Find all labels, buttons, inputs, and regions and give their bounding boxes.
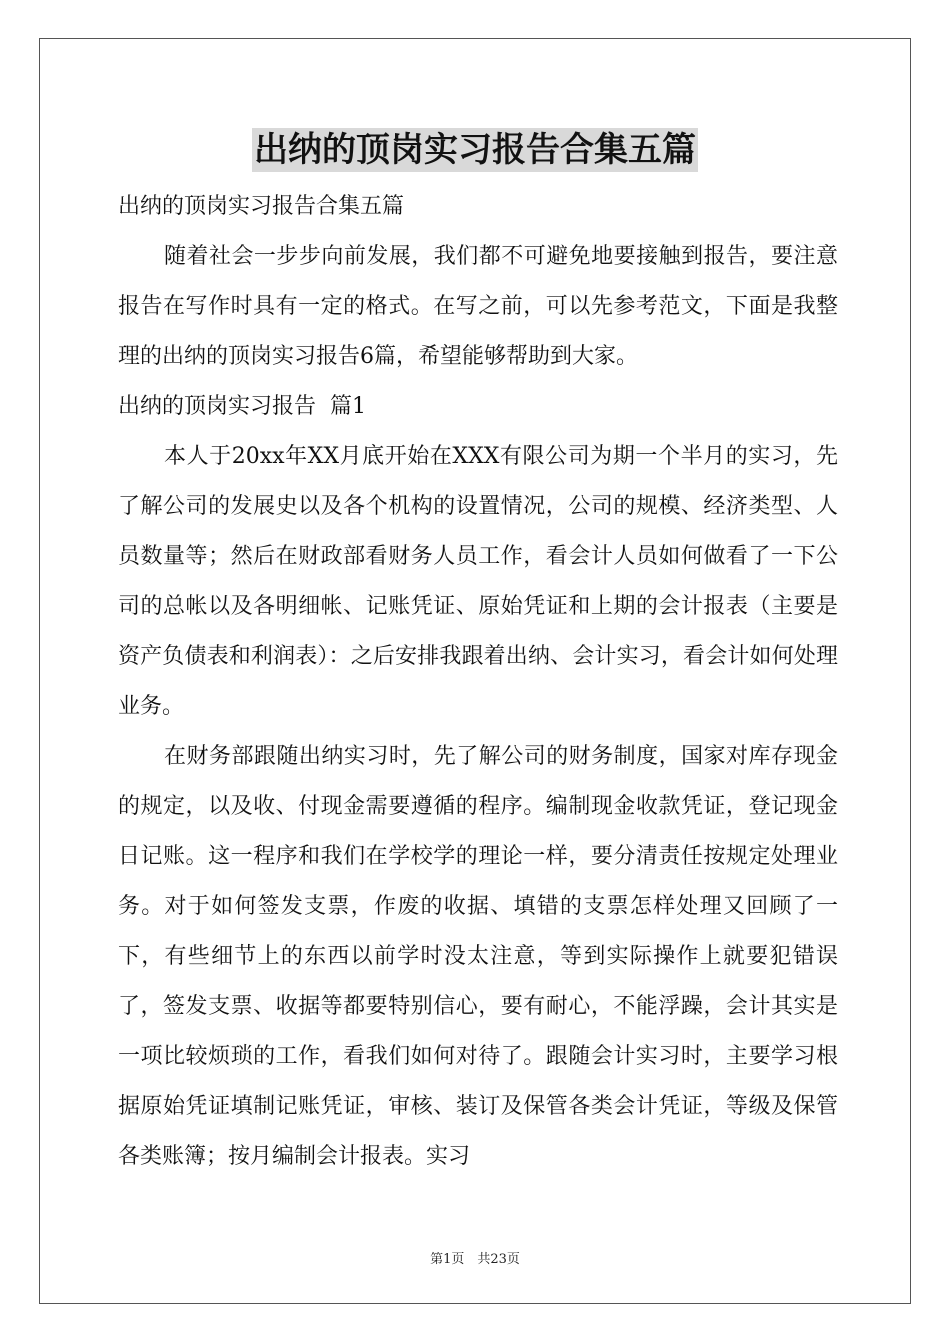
section-heading: 出纳的顶岗实习报告 篇1 <box>118 394 366 419</box>
title-container <box>0 128 950 172</box>
page-footer: 第1页 共23页 <box>430 1252 520 1267</box>
body-paragraph-2: 在财务部跟随出纳实习时，先了解公司的财务制度，国家对库存现金的规定，以及收、付现金需要遵循的程序。编制现金收款凭证，登记现金日记账。这一程序和我们在学校学的理论一样，要分清责任按规定处理业务。对于如何签发支票，作废的收据、填错的支票怎样处理又回顾了一下，有些细节上的东西以前学时没太注意，等到实际操作上就要犯错误了，签发支票、收据等都要特别信心，要有耐心，不能浮躁，会计其实是一项比较烦琐的工作，看我们如何对待了。跟随会计实习时，主要学习根据原始凭证填制记账凭证，审核、装订及保管各类会计凭证，等级及保管各类账簿；按月编制会计报表。实习 <box>118 744 838 1169</box>
intro-paragraph: 随着社会一步步向前发展，我们都不可避免地要接触到报告，要注意报告在写作时具有一定的格式。在写之前，可以先参考范文，下面是我整理的出纳的顶岗实习报告6篇，希望能够帮助到大家。 <box>118 244 838 369</box>
body-paragraph-1: 本人于20xx年XX月底开始在XXX有限公司为期一个半月的实习，先了解公司的发展史以及各个机构的设置情况，公司的规模、经济类型、人员数量等；然后在财政部看财务人员工作，看会计人员如何做看了一下公司的总帐以及各明细帐、记账凭证、原始凭证和上期的会计报表（主要是资产负债表和利润表）：之后安排我跟着出纳、会计实习，看会计如何处理业务。 <box>118 444 838 719</box>
document-subtitle: 出纳的顶岗实习报告合集五篇 <box>118 194 405 219</box>
document-title: 出纳的顶岗实习报告合集五篇 <box>254 130 696 170</box>
document-body <box>118 182 838 1182</box>
